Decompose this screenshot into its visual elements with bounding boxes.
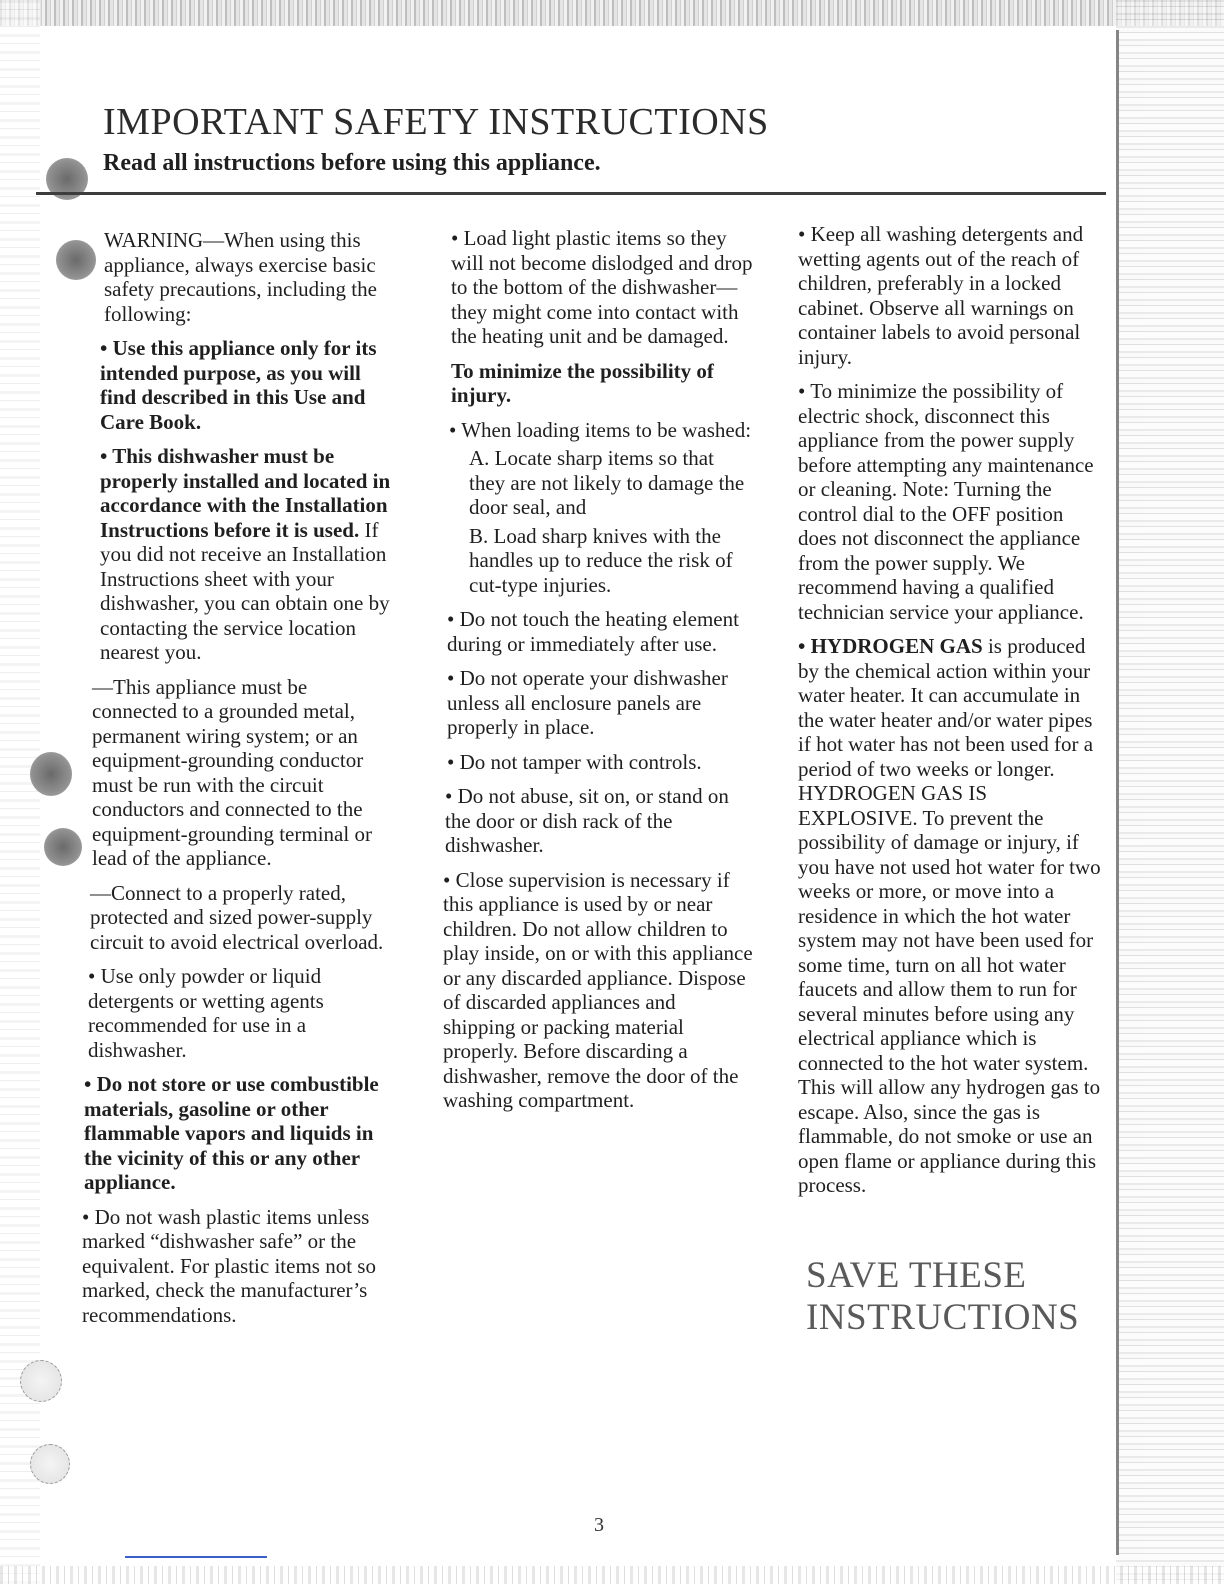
installation-item-text: If you did not receive an Installation Instructions sheet with your dishwasher, you can obtain one by contacting the service location nearest you. [100, 517, 390, 664]
scan-top-edge [0, 0, 1224, 26]
supervision-item: • Close supervision is necessary if this appliance is used by or near children. Do not allow children to play inside, on or with this appliance or any discarded appliance. Dispose of discarded appliances and shipping or packing material properly. Before discarding a dishwasher, remove the door of the washing compartment. [443, 867, 753, 1112]
column-middle [443, 226, 753, 1123]
scan-mark [125, 1556, 267, 1558]
scan-left-edge [0, 0, 40, 1584]
intended-purpose-item: • Use this appliance only for its intended purpose, as you will find described in this Use and Care Book. [100, 336, 377, 434]
loading-item: • When loading items to be washed: [449, 417, 752, 442]
keep-detergents-item: • Keep all washing detergents and wetting agents out of the reach of children, preferably in a locked cabinet. Observe all warnings on container labels to avoid personal injury. [798, 222, 1084, 369]
page-number: 3 [594, 1514, 604, 1536]
loading-step-b: B. Load sharp knives with the handles up to reduce the risk of cut-type injuries. [469, 523, 733, 597]
detergent-item: • Use only powder or liquid detergents or wetting agents recommended for use in a dishwasher. [88, 964, 324, 1062]
binder-hole [44, 828, 82, 866]
page-title: IMPORTANT SAFETY INSTRUCTIONS [103, 101, 769, 143]
scan-right-edge [1116, 0, 1224, 1584]
plastic-item: • Do not wash plastic items unless marked “dishwasher safe” or the equivalent. For plastic items not so marked, check the manufacturer’s recommendations. [82, 1204, 376, 1327]
page-edge-line [1116, 30, 1119, 1555]
enclosure-panels-item: • Do not operate your dishwasher unless all enclosure panels are properly in place. [447, 666, 728, 739]
minimize-injury-heading: To minimize the possibility of injury. [451, 358, 714, 407]
header-divider [36, 192, 1106, 195]
binder-hole [30, 1444, 70, 1484]
page-subtitle: Read all instructions before using this appliance. [103, 150, 601, 176]
save-line-2: INSTRUCTIONS [806, 1297, 1080, 1338]
hydrogen-gas-item [798, 634, 1104, 1198]
heating-element-item: • Do not touch the heating element during or immediately after use. [447, 607, 739, 656]
grounding-paragraph: —This appliance must be connected to a grounded metal, permanent wiring system; or an equipment-grounding conductor must be run with the circuit conductors and connected to the equipment-grounding terminal or lead of the appliance. [92, 674, 372, 870]
column-left [82, 228, 394, 1337]
power-supply-paragraph: —Connect to a properly rated, protected and sized power-supply circuit to avoid electrical overload. [90, 880, 384, 954]
scan-bottom-edge [0, 1566, 1224, 1584]
electric-shock-item: • To minimize the possibility of electric shock, disconnect this appliance from the power supply before attempting any maintenance or cleaning. Note: Turning the control dial to the OFF position does not disconnect the appliance from the power supply. We recommend having a qualified technician service your appliance. [798, 379, 1094, 624]
save-line-1: SAVE THESE [806, 1255, 1027, 1296]
binder-hole [30, 752, 72, 796]
binder-hole [20, 1360, 62, 1402]
door-abuse-item: • Do not abuse, sit on, or stand on the door or dish rack of the dishwasher. [445, 784, 729, 857]
installation-item [82, 444, 394, 665]
controls-item: • Do not tamper with controls. [447, 749, 702, 774]
warning-paragraph: WARNING—When using this appliance, always exercise basic safety precautions, including the following: [104, 228, 377, 326]
hydrogen-gas-text: is produced by the chemical action within your water heater. It can accumulate in the water heater and/or water pipes if hot water has not been used for a period of two weeks or longer. HYDROGEN GAS IS EXPLOSIVE. To prevent the possibility of damage or injury, if you have not used hot water for two weeks or more, or move into a residence in which the hot water system may not have been used for some time, turn on all hot water faucets and allow them to run for several minutes before using any electrical appliance which is connected to the hot water system. This will allow any hydrogen gas to escape. Also, since the gas is flammable, do not smoke or use an open flame or appliance during this process. [798, 634, 1101, 1197]
installation-item-bold: • This dishwasher must be properly installed and located in accordance with the Installation Instructions before it is used. [100, 444, 391, 542]
combustible-item: • Do not store or use combustible materials, gasoline or other flammable vapors and liquids in the vicinity of this or any other appliance. [84, 1072, 379, 1194]
light-plastic-item: • Load light plastic items so they will not become dislodged and drop to the bottom of the dishwasher—they might come into contact with the heating unit and be damaged. [451, 226, 753, 348]
loading-step-a: A. Locate sharp items so that they are not likely to damage the door seal, and [469, 446, 745, 519]
column-right [798, 222, 1104, 1208]
hydrogen-gas-heading: • HYDROGEN GAS [798, 634, 983, 658]
save-instructions-heading [806, 1255, 1079, 1339]
